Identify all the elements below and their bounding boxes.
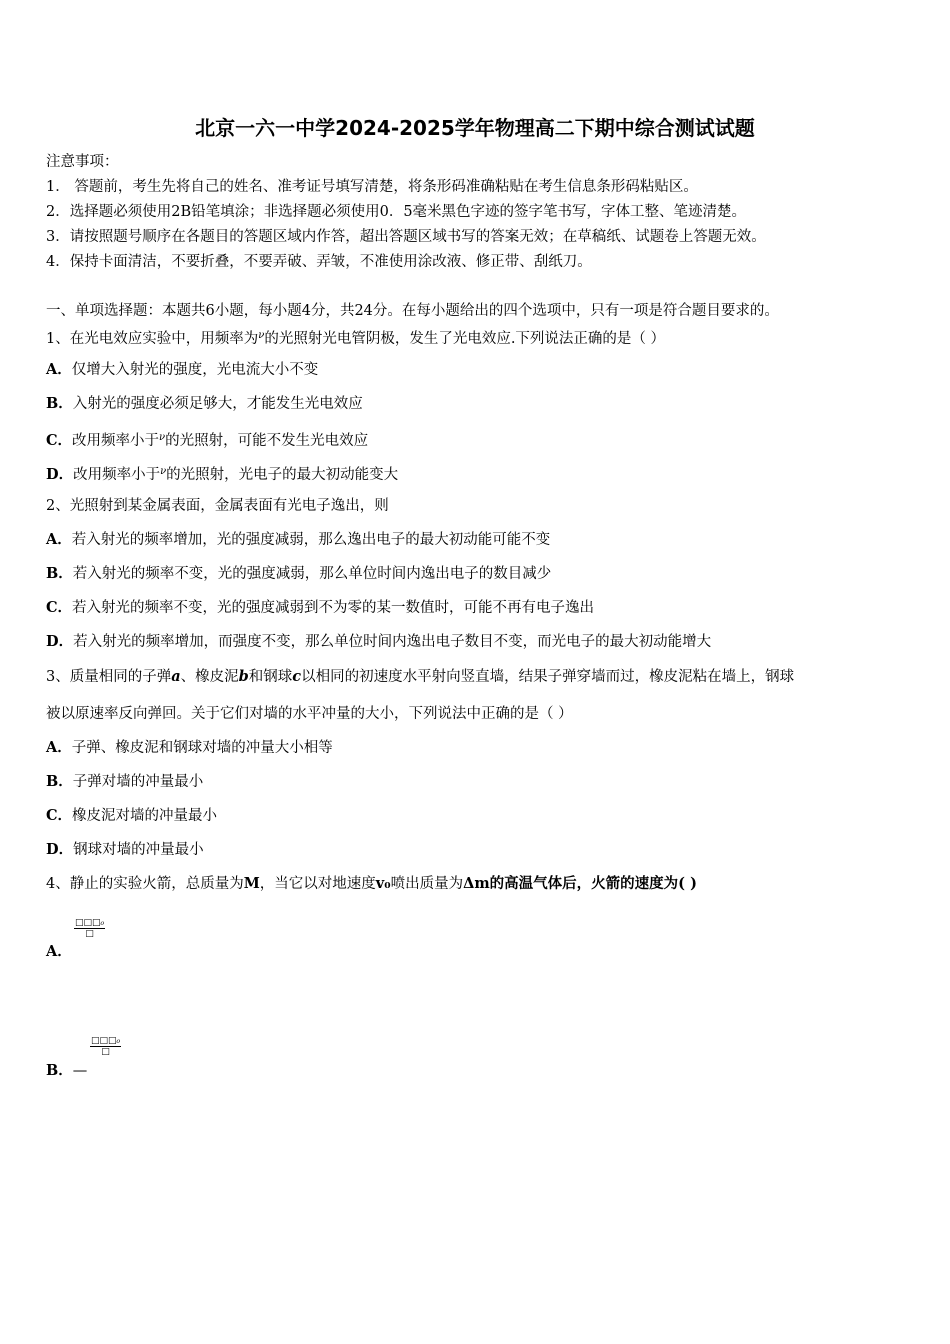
minus-sign: —	[72, 1063, 88, 1079]
question-1-option-c[interactable]: C．改用频率小于$^\nu$的光照射，可能不发生光电效应	[46, 432, 369, 449]
nu-symbol: ν	[160, 466, 167, 477]
question-3-stem-line-2: 被以原速率反向弹回。关于它们对墙的水平冲量的大小，下列说法中正确的是（ ）	[46, 706, 573, 722]
question-3-option-b[interactable]: B．子弹对墙的冲量最小	[46, 773, 204, 790]
question-4-stem: 4、静止的实验火箭，总质量为M，当它以对地速度v₀喷出质量为Δm的高温气体后，火箭的速度为( )	[46, 875, 697, 892]
question-2-option-b[interactable]: B．若入射光的频率不变，光的强度减弱，那么单位时间内逸出电子的数目减少	[46, 565, 552, 582]
question-1-option-a[interactable]: A．仅增大入射光的强度，光电流大小不变	[46, 361, 319, 378]
question-4-option-a-fraction: □□□₀ □	[75, 918, 105, 939]
question-1-option-d[interactable]: D．改用频率小于$^\nu$的光照射，光电子的最大初动能变大	[46, 466, 399, 483]
section-heading: 一、单项选择题：本题共6小题，每小题4分，共24分。在每小题给出的四个选项中，只有一项是符合题目要求的。	[46, 303, 779, 319]
notes-heading: 注意事项：	[46, 154, 119, 170]
note-item-3: 3．请按照题号顺序在各题目的答题区域内作答，超出答题区域书写的答案无效；在草稿纸、试题卷上答题无效。	[46, 229, 766, 245]
question-2-option-c[interactable]: C．若入射光的频率不变，光的强度减弱到不为零的某一数值时，可能不再有电子逸出	[46, 599, 595, 616]
question-4-option-b-fraction: □□□₀ □	[91, 1036, 121, 1057]
nu-symbol: ν	[159, 432, 166, 443]
question-1-stem: 1、在光电效应实验中，用频率为$^\nu$的光照射光电管阴极，发生了光电效应.下列说法正确的是（ ）	[46, 330, 666, 347]
question-3-option-a[interactable]: A．子弹、橡皮泥和钢球对墙的冲量大小相等	[46, 739, 333, 756]
note-item-1: 1． 答题前，考生先将自己的姓名、准考证号填写清楚，将条形码准确粘贴在考生信息条形码粘贴区。	[46, 179, 698, 195]
question-4-option-b[interactable]: B．—	[46, 1062, 88, 1079]
question-3-stem-line-1: 3、质量相同的子弹a、橡皮泥b和钢球c以相同的初速度水平射向竖直墙，结果子弹穿墙而过，橡皮泥粘在墙上，钢球	[46, 668, 795, 685]
question-3-option-c[interactable]: C．橡皮泥对墙的冲量最小	[46, 807, 218, 824]
question-4-option-a[interactable]: A．	[46, 943, 72, 960]
question-2-option-a[interactable]: A．若入射光的频率增加，光的强度减弱，那么逸出电子的最大初动能可能不变	[46, 531, 551, 548]
note-item-2: 2．选择题必须使用2B铅笔填涂；非选择题必须使用0．5毫米黑色字迹的签字笔书写，字体工整、笔迹清楚。	[46, 204, 747, 220]
question-2-stem: 2、光照射到某金属表面，金属表面有光电子逸出，则	[46, 498, 389, 514]
nu-symbol: ν	[258, 330, 265, 341]
question-1-option-b[interactable]: B．入射光的强度必须足够大，才能发生光电效应	[46, 395, 363, 412]
page-title: 北京一六一中学2024-2025学年物理高二下期中综合测试试题	[195, 116, 755, 140]
note-item-4: 4．保持卡面清洁，不要折叠，不要弄破、弄皱，不准使用涂改液、修正带、刮纸刀。	[46, 254, 592, 270]
question-3-option-d[interactable]: D．钢球对墙的冲量最小	[46, 841, 204, 858]
question-2-option-d[interactable]: D．若入射光的频率增加，而强度不变，那么单位时间内逸出电子数目不变，而光电子的最大初动能增大	[46, 633, 712, 650]
